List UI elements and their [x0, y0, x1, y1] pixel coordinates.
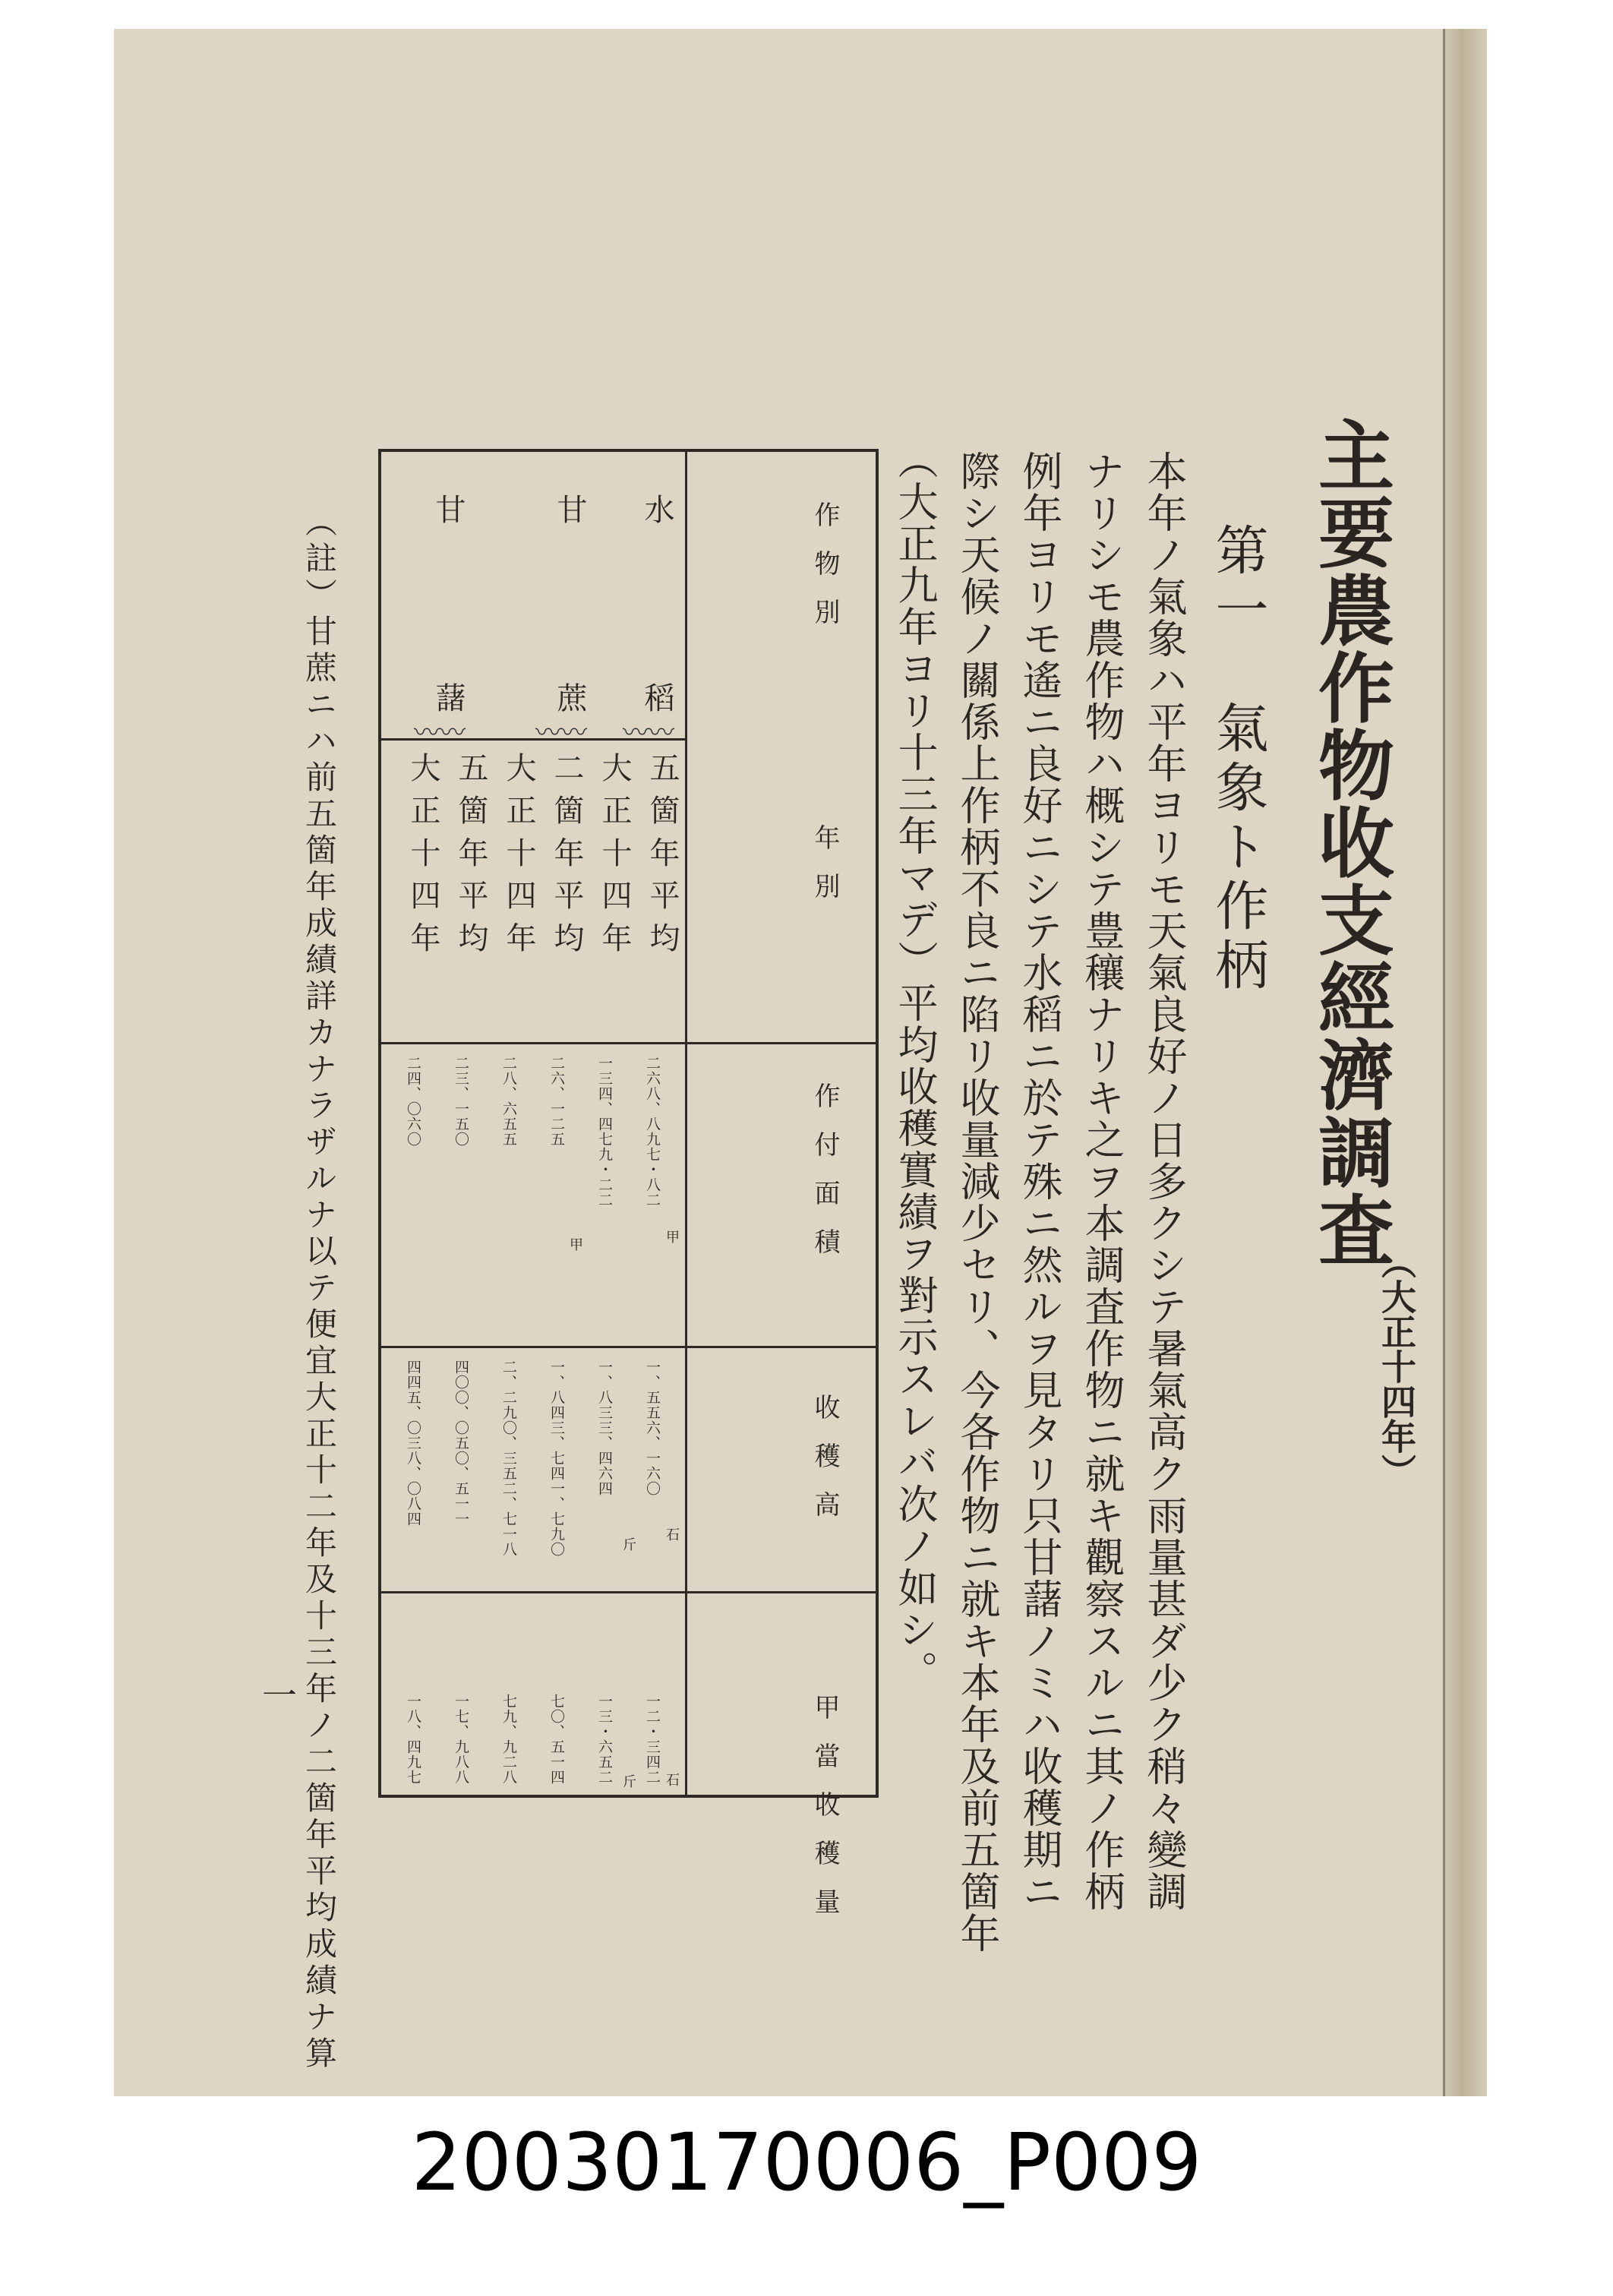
cell-harvest: 一、八三三、四六四 [596, 1360, 613, 1496]
crop-label-top: 水 [639, 494, 674, 536]
crop-label-top: 甘 [552, 494, 587, 536]
unit-koku: 石 [666, 1773, 680, 1789]
cell-per-ko: 一三・六五二 [596, 1694, 613, 1785]
page-fold-line [1443, 29, 1445, 2096]
cell-area: 二六、一二五 [548, 1056, 565, 1147]
row-period: 五箇年平均 [453, 752, 488, 965]
unit-kin: 斤 [623, 1774, 636, 1790]
header-crop: 作物別 [810, 501, 840, 647]
cell-per-ko: 七九、九二八 [500, 1694, 517, 1785]
row-period: 五箇年平均 [645, 752, 680, 965]
cell-per-ko: 一二・三四二 [644, 1694, 661, 1785]
unit-ko: 甲 [666, 1230, 680, 1246]
cell-harvest: 四四五、〇三八、〇八四 [405, 1360, 421, 1527]
unit-koku: 石 [666, 1527, 680, 1543]
cell-area: 二四、〇六〇 [405, 1056, 421, 1147]
body-line-5: （大正九年ヨリ十三年マデ）平均收穫實績ヲ對示スレバ次ノ如シ。 [892, 439, 938, 1692]
crop-label-bottom: 藷 [431, 682, 466, 725]
body-line-1: 本年ノ氣象ハ平年ヨリモ天氣良好ノ日多クシテ暑氣高ク雨量甚ダ少ク稍々變調 [1141, 450, 1187, 1912]
header-harvest: 收穫高 [810, 1394, 840, 1540]
cell-harvest: 二、二九〇、三五二、七一八 [500, 1360, 517, 1557]
unit-kin: 斤 [623, 1537, 636, 1553]
title-year-note: （大正十四年） [1376, 1244, 1417, 1489]
cell-area: 二三、一五〇 [453, 1056, 469, 1147]
crop-label-bottom: 蔗 [552, 682, 587, 725]
row-period: 大正十四年 [501, 752, 536, 965]
section-heading: 第一 氣象ト作柄 [1207, 523, 1269, 996]
header-per-ko: 甲當收穫量 [810, 1694, 840, 1937]
crop-label-top: 甘 [431, 494, 466, 536]
cell-per-ko: 一七、九八八 [453, 1694, 469, 1785]
book-gutter [1445, 29, 1487, 2096]
cell-harvest: 一、八四三、七四一、七九〇 [548, 1360, 565, 1557]
cell-harvest: 一、五五六、一六〇 [644, 1360, 661, 1496]
cell-area: 二八、六五五 [500, 1056, 517, 1147]
cell-area: 二六八、八九七・八二 [644, 1056, 661, 1208]
image-id-caption: 20030170006_P009 [411, 2116, 1202, 2209]
page-number: 一 [257, 1677, 298, 1712]
cell-area: 一三四、四七九・二二 [596, 1056, 613, 1208]
cell-per-ko: 一八、四九七 [405, 1694, 421, 1785]
crop-yield-table: 作物別 年別 作付面積 收穫高 甲當收穫量 水 稻 〰〰 甘 蔗 〰〰 甘 藷 〰〰 五箇年平均 大正十四年 二箇年平均 大正十四年 五箇年平均 大正十四年 甲 甲 石 斤 石 斤 二六八、八九七・八二 一三四、四七九・二二 二六、一二五 二八、六五五 二三、一五〇 二四、〇六〇 一、五五六、一六〇 一、八三三、四六四 一、八四三、七四一、七九〇 二、二九〇、三五二、七一八 四〇〇、〇五〇、五一一 四四五、〇三八、〇八四 一二・三四二 一三・六五二 七〇、五一四 七九、九二八 一七、九八八 一八、四九七 [378, 449, 879, 1798]
header-area: 作付面積 [810, 1082, 840, 1277]
row-period: 二箇年平均 [549, 752, 584, 965]
scanned-page [114, 29, 1487, 2096]
row-period: 大正十四年 [597, 752, 632, 965]
unit-ko: 甲 [570, 1237, 583, 1253]
page-title: 主要農作物收支經濟調査 [1305, 416, 1395, 1268]
row-period: 大正十四年 [406, 752, 440, 965]
header-year: 年別 [810, 824, 840, 921]
crop-label-bottom: 稻 [639, 682, 674, 725]
body-line-3: 例年ヨリモ遙ニ良好ニシテ水稻ニ於テ殊ニ然ルヲ見タリ只甘藷ノミハ收穫期ニ [1016, 450, 1062, 1912]
cell-harvest: 四〇〇、〇五〇、五一一 [453, 1360, 469, 1527]
body-line-2: ナリシモ農作物ハ概シテ豊穰ナリキ之ヲ本調査作物ニ就キ觀察スルニ其ノ作柄 [1078, 450, 1125, 1912]
footnote: （註）甘蔗ニハ前五箇年成績詳カナラザルナ以テ便宜大正十二年及十三年ノ二箇年平均成績ナ算 [301, 505, 338, 2073]
body-line-4: 際シ天候ノ關係上作柄不良ニ陷リ收量減少セリ、今各作物ニ就キ本年及前五箇年 [954, 450, 1000, 1954]
cell-per-ko: 七〇、五一四 [548, 1694, 565, 1785]
